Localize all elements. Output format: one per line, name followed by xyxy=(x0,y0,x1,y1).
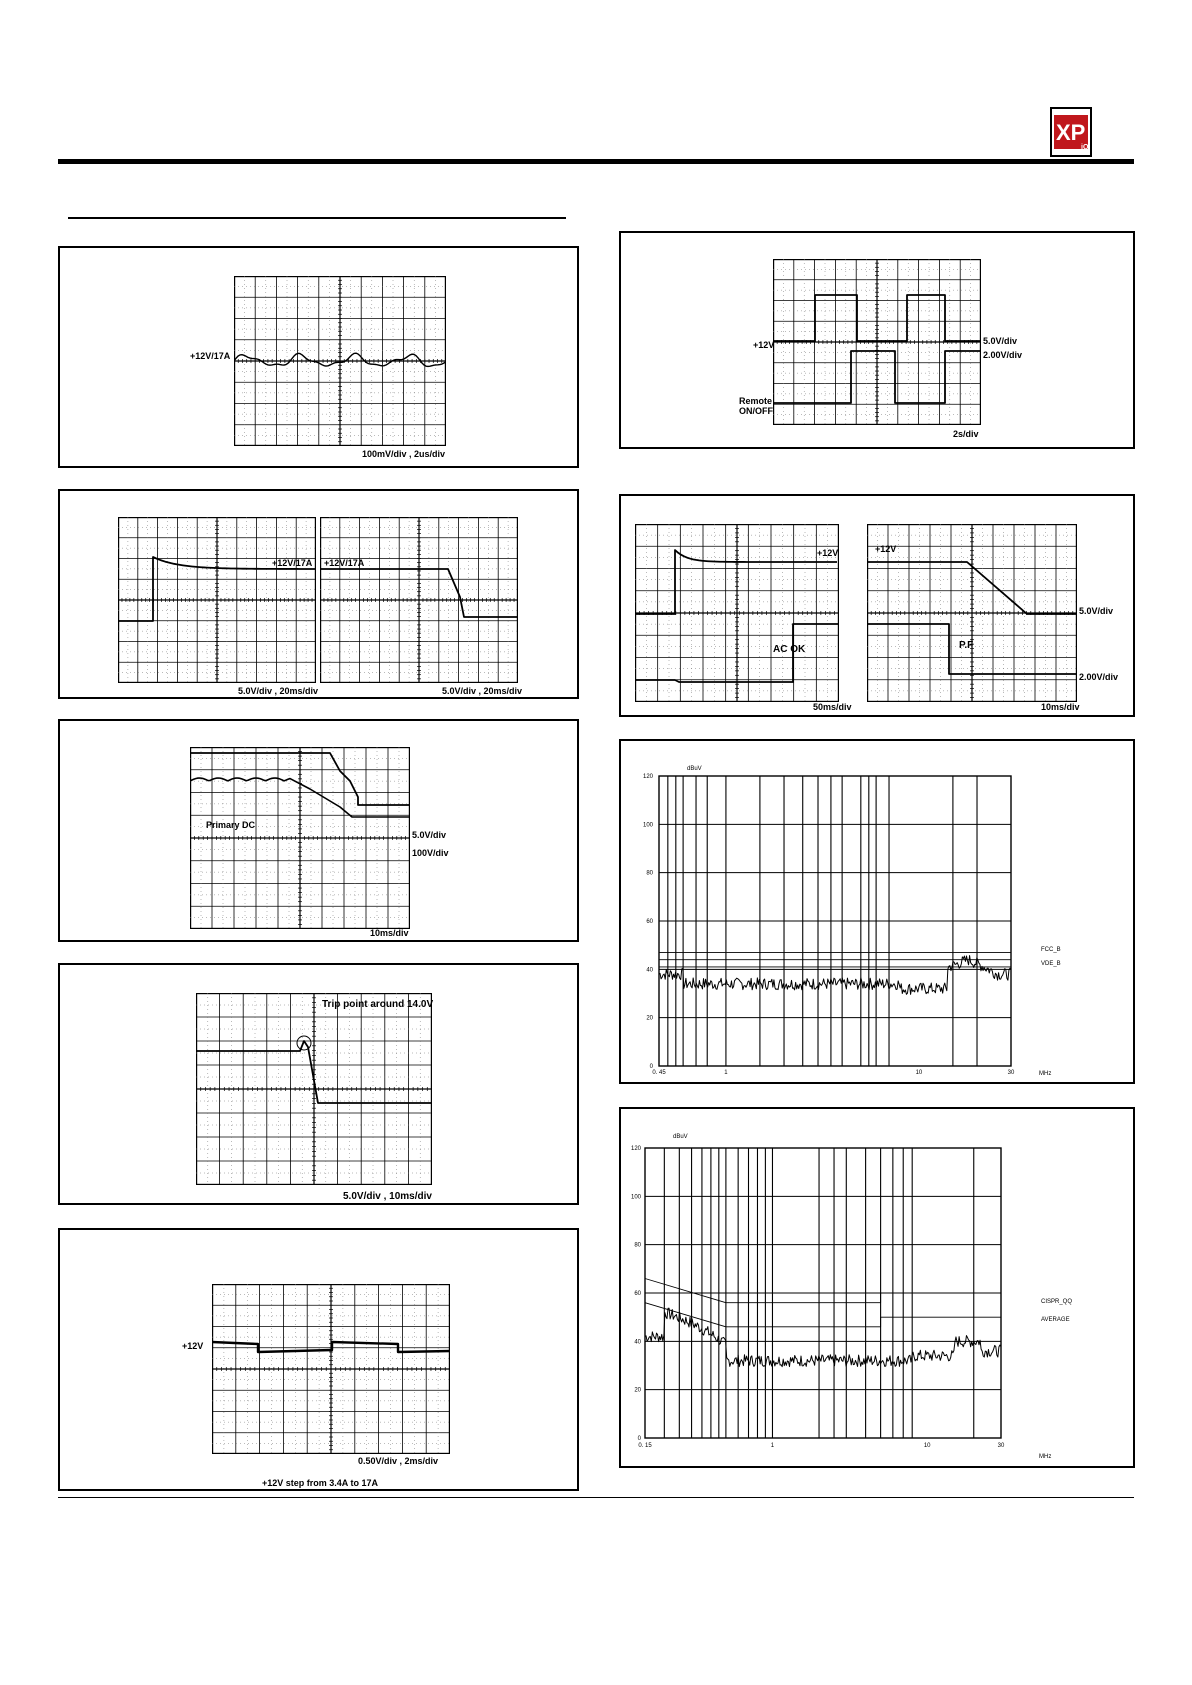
turn-on-off-panel xyxy=(58,489,579,699)
svg-text:120: 120 xyxy=(642,774,653,780)
acok-scale-b: 2.00V/div xyxy=(1079,672,1119,682)
emi-b-unit: dBuV xyxy=(673,1134,688,1140)
ovp-graticule xyxy=(196,993,432,1185)
svg-text:0: 0 xyxy=(649,1064,653,1070)
turn-off-trace-label: +12V/17A xyxy=(324,558,365,568)
svg-text:100: 100 xyxy=(642,822,653,829)
transient-graticule xyxy=(212,1284,450,1454)
acok-left-time: 50ms/div xyxy=(813,702,852,712)
transient-scale: 0.50V/div , 2ms/div xyxy=(358,1456,439,1466)
svg-text:120: 120 xyxy=(630,1146,641,1152)
svg-text:80: 80 xyxy=(634,1242,641,1249)
acok-left-trace: +12V xyxy=(817,548,839,558)
ovp-scope xyxy=(196,993,432,1185)
acok-right-trace: +12V xyxy=(875,544,897,554)
remote-panel xyxy=(619,231,1135,449)
acok-scale-a: 5.0V/div xyxy=(1079,606,1114,616)
holdup-scale-b: 100V/div xyxy=(412,848,449,858)
svg-text:60: 60 xyxy=(634,1291,641,1297)
turn-on-trace-label: +12V/17A xyxy=(272,558,313,568)
svg-text:1: 1 xyxy=(770,1443,775,1449)
acok-scope xyxy=(635,524,839,702)
remote-scale-a: 5.0V/div xyxy=(983,336,1018,346)
emi-b-xunit: MHz xyxy=(1039,1454,1052,1460)
holdup-panel xyxy=(58,719,579,942)
holdup-scale-a: 5.0V/div xyxy=(412,830,447,840)
emi-b-limit-b: AVERAGE xyxy=(1041,1317,1070,1323)
remote-trace-a: +12V xyxy=(753,340,775,350)
turn-on-scope xyxy=(118,517,316,683)
svg-text:1: 1 xyxy=(724,1070,728,1076)
svg-text:0. 15: 0. 15 xyxy=(638,1443,652,1449)
holdup-trace-label: Primary DC xyxy=(206,820,256,830)
svg-text:20: 20 xyxy=(634,1387,641,1394)
svg-text:40: 40 xyxy=(646,967,653,974)
ovp-scale: 5.0V/div , 10ms/div xyxy=(343,1191,432,1202)
ripple-trace-label: +12V/17A xyxy=(190,351,231,361)
svg-text:XP: XP xyxy=(1056,120,1086,145)
ripple-panel xyxy=(58,246,579,468)
transient-caption: +12V step from 3.4A to 17A xyxy=(262,1478,378,1488)
remote-trace-b-line1: Remote xyxy=(739,396,773,406)
svg-text:100: 100 xyxy=(630,1194,641,1201)
emi-a-limit-a: FCC_B xyxy=(1041,947,1061,953)
emi-a-unit: dBuV xyxy=(687,766,702,772)
emi-a-limit-b: VDE_B xyxy=(1041,961,1061,967)
transient-trace-label: +12V xyxy=(182,1341,204,1351)
svg-text:iQ: iQ xyxy=(1081,144,1089,151)
svg-text:0: 0 xyxy=(637,1436,641,1442)
emi-b-panel xyxy=(619,1107,1135,1468)
remote-scale-b: 2.00V/div xyxy=(983,350,1023,360)
acok-panel xyxy=(619,494,1135,717)
holdup-scope xyxy=(190,747,410,929)
turn-on-scale: 5.0V/div , 20ms/div xyxy=(238,686,319,696)
acok-left-signal: AC OK xyxy=(773,644,806,655)
emi-a-panel xyxy=(619,739,1135,1084)
remote-graticule xyxy=(773,259,981,425)
turn-off-scale: 5.0V/div , 20ms/div xyxy=(442,686,523,696)
acok-right-time: 10ms/div xyxy=(1041,702,1080,712)
svg-text:60: 60 xyxy=(646,919,653,925)
svg-text:20: 20 xyxy=(646,1015,653,1022)
remote-time: 2s/div xyxy=(953,429,979,439)
svg-text:10: 10 xyxy=(923,1443,931,1449)
holdup-time: 10ms/div xyxy=(370,928,409,938)
acok-right-graticule xyxy=(867,524,1077,702)
remote-trace-b-line2: ON/OFF xyxy=(739,406,773,416)
ovp-panel xyxy=(58,963,579,1205)
emi-a-xunit: MHz xyxy=(1039,1071,1052,1077)
svg-text:40: 40 xyxy=(634,1339,641,1346)
svg-text:0. 45: 0. 45 xyxy=(652,1070,666,1076)
turn-on-graticule xyxy=(118,517,316,683)
header-rule xyxy=(58,159,1134,164)
svg-text:10: 10 xyxy=(915,1070,923,1076)
emi-b-graph xyxy=(621,1109,1133,1466)
pf-scope xyxy=(867,524,1077,702)
turn-off-scope xyxy=(320,517,518,683)
emi-a-graph xyxy=(621,741,1133,1082)
remote-scope xyxy=(773,259,981,425)
svg-text:30: 30 xyxy=(1007,1070,1015,1076)
transient-scope xyxy=(212,1284,450,1454)
svg-text:80: 80 xyxy=(646,870,653,877)
transient-panel xyxy=(58,1228,579,1491)
emi-b-limit-a: CISPR_QQ xyxy=(1041,1299,1073,1305)
ripple-scale: 100mV/div , 2us/div xyxy=(362,449,446,459)
company-logo xyxy=(1050,107,1092,157)
ripple-graticule xyxy=(234,276,446,446)
acok-left-graticule xyxy=(635,524,839,702)
ripple-scope xyxy=(234,276,446,446)
holdup-graticule xyxy=(190,747,410,929)
section-rule xyxy=(68,217,566,219)
ovp-annotation: Trip point around 14.0V xyxy=(322,999,434,1010)
turn-off-graticule xyxy=(320,517,518,683)
acok-right-signal: P.F xyxy=(959,640,974,651)
footer-rule xyxy=(58,1497,1134,1498)
svg-text:30: 30 xyxy=(997,1443,1005,1449)
